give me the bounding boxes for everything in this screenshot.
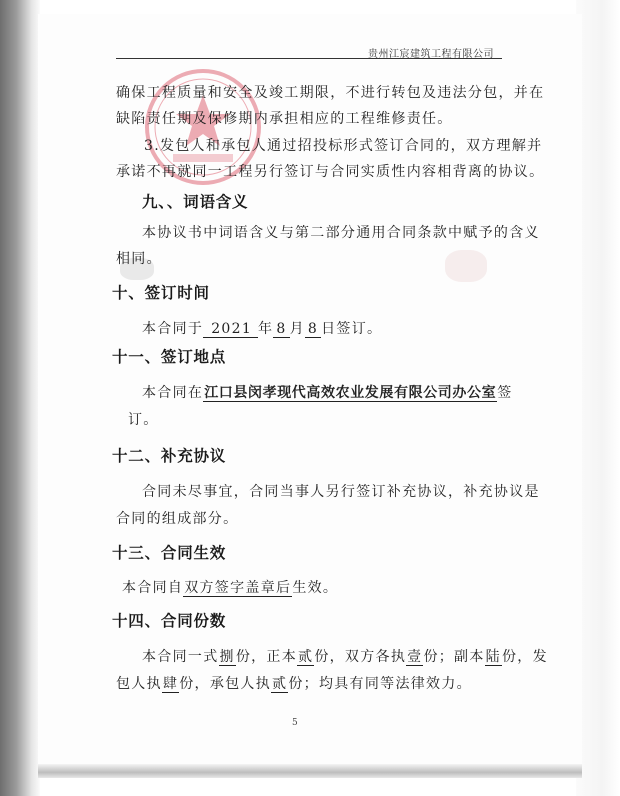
body-line: 合同的组成部分。 (116, 511, 239, 527)
body-line: 3.发包人和承包人通过招投标形式签订合同的，双方理解并 (144, 138, 543, 154)
body-line: 合同未尽事宜，合同当事人另行签订补充协议，补充协议是 (142, 484, 540, 500)
copies-text: 份，发 (501, 649, 548, 665)
place-value: 江口县闵孝现代高效农业发展有限公司办公室 (204, 385, 497, 401)
section-heading-11: 十一、签订地点 (112, 348, 227, 366)
copies-employer: 肆 (162, 676, 179, 692)
header-rule (116, 58, 502, 59)
signing-place-line (142, 382, 513, 402)
copies-text: 份；副本 (423, 649, 485, 665)
copies-line-2 (116, 673, 472, 693)
date-month-unit: 月 (289, 321, 305, 337)
date-suffix: 日签订。 (321, 321, 383, 337)
body-line: 缺陷责任期及保修期内承担相应的工程维修责任。 (116, 111, 453, 127)
section-heading-10: 十、签订时间 (112, 284, 210, 302)
section-heading-14: 十四、合同份数 (112, 612, 227, 630)
page-number: 5 (292, 718, 298, 728)
effective-suffix: 生效。 (292, 580, 339, 596)
body-line: 本协议书中词语含义与第二部分通用合同条款中赋予的含义 (142, 225, 540, 241)
copies-each: 壹 (407, 649, 423, 665)
section-heading-13: 十三、合同生效 (112, 544, 227, 562)
place-suffix: 签 (497, 385, 513, 401)
section-heading-12: 十二、补充协议 (112, 447, 227, 465)
date-year: 2021 (203, 321, 258, 338)
date-prefix: 本合同于 (142, 321, 204, 337)
copies-total: 捌 (219, 649, 235, 665)
body-line: 承诺不再就同一工程另行签订与合同实质性内容相背离的协议。 (116, 164, 545, 180)
section-heading-9: 九、、词语含义 (142, 193, 249, 211)
copies-original: 贰 (298, 649, 314, 665)
copies-contractor: 贰 (272, 676, 288, 692)
copies-text: 份，承包人执 (179, 676, 272, 692)
copies-duplicate: 陆 (485, 649, 501, 665)
body-line: 确保工程质量和安全及竣工期限，不进行转包及违法分包，并在 (116, 85, 545, 101)
copies-text: 份，双方各执 (314, 649, 407, 665)
effective-line (122, 577, 338, 597)
effective-prefix: 本合同自 (122, 580, 184, 596)
header-company-name: 贵州江宸建筑工程有限公司 (368, 49, 494, 60)
effective-value: 双方签字盖章后 (184, 580, 292, 596)
copies-text: 份，正本 (235, 649, 298, 665)
copies-text: 本合同一式 (142, 649, 219, 665)
signing-date-line (142, 318, 382, 338)
copies-text: 份；均具有同等法律效力。 (288, 676, 472, 692)
scan-shadow-left (0, 0, 40, 796)
body-line: 相同。 (116, 251, 162, 267)
date-day: 8 (305, 321, 321, 338)
body-line: 订。 (128, 412, 159, 428)
scan-shadow-bottom (38, 764, 582, 778)
scan-shadow-right (576, 0, 620, 796)
place-prefix: 本合同在 (142, 385, 204, 401)
stamp-smudge (445, 250, 487, 282)
date-year-unit: 年 (258, 321, 274, 337)
copies-line-1 (142, 646, 548, 666)
copies-text: 包人执 (116, 676, 162, 692)
date-month: 8 (273, 321, 289, 338)
